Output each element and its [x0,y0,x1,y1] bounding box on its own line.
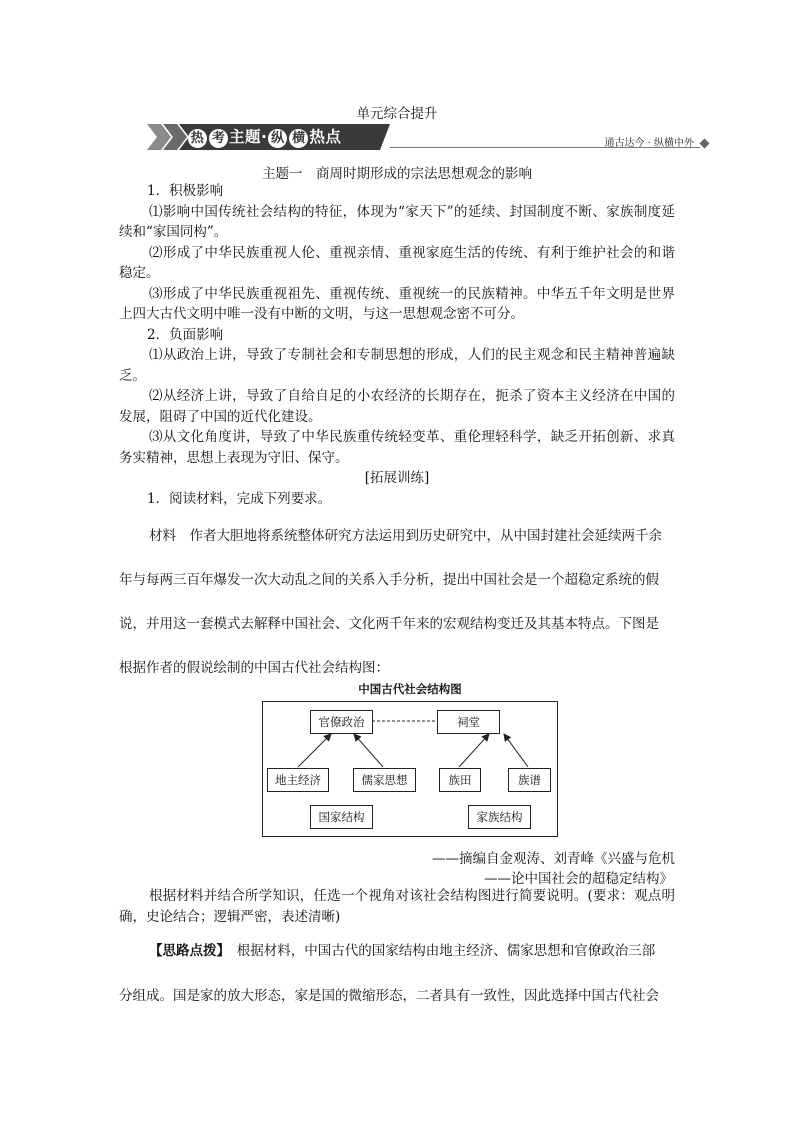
banner-char-circle: 热 [188,129,207,148]
material-line [119,614,675,634]
banner-title [187,126,341,148]
hint-text-part: 根据材料，中国古代的国家结构由地主经济、儒家思想和官僚政治三部 [223,943,656,959]
material-text: 年与每两三百年爆发一次大动乱之间的关系入手分析，提出中国社会是一个超稳定系统的假 [119,572,659,588]
node-clan-field: 族田 [439,768,481,792]
section-banner [147,123,710,153]
paragraph: ⑴影响中国传统社会结构的特征，体现为“家天下”的延续、封国制度不断、家族制度延续和“家国同构”。 [119,203,675,240]
arrow-genealogy-to-hall [504,734,528,767]
paragraph: ⑵从经济上讲，导致了自给自足的小农经济的长期存在，扼杀了资本主义经济在中国的发展，阻碍了中国的近代化建设。 [119,388,675,425]
paragraph: ⑶从文化角度讲，导致了中华民族重传统轻变革、重伦理轻科学，缺乏开拓创新、求真务实精神，思想上表现为守旧、保守。 [119,429,675,466]
requirement-text: 根据材料并结合所学知识，任选一个视角对该社会结构图进行简要说明。(要求：观点明确，史论结合；逻辑严密，表述清晰) [119,888,675,925]
banner-text-part: 主题· [229,128,268,146]
material-line [119,570,675,590]
hint-label: 【思路点拨】 [149,943,224,959]
hint-text [119,941,675,961]
question-text: 1．阅读材料，完成下列要求。 [147,490,332,507]
source-citation: ——摘编自金观涛、刘青峰《兴盛与危机 [432,851,675,867]
diamond-icon [700,139,710,149]
material-line [119,658,675,678]
page-title: 单元综合提升 [356,106,438,122]
paragraph: ⑴从政治上讲，导致了专制社会和专制思想的形成，人们的民主观念和民主精神普遍缺乏。 [119,347,675,384]
diagram-title: 中国古代社会结构图 [358,682,462,696]
positive-section [119,181,675,509]
arrow-clanfield-to-hall [459,734,489,767]
node-landlord-economy: 地主经济 [267,768,329,792]
requirement-section [119,886,675,927]
node-genealogy: 族谱 [508,768,551,792]
node-family-structure: 家族结构 [468,805,531,829]
hint-line [119,941,675,961]
node-ancestral-hall: 祠堂 [437,710,500,734]
hint-line [119,986,675,1006]
diagram-frame [262,701,558,837]
banner-text-part: 热点 [309,128,342,146]
hint-text: 分组成。国是家的放大形态，家是国的微缩形态，二者具有一致性，因此选择中国古代社会 [119,988,659,1004]
material-text: 说，并用这一套模式去解释中国社会、文化两千年来的宏观结构变迁及其基本特点。下图是 [119,616,659,632]
paragraph: ⑵形成了中华民族重视人伦、重视亲情、重视家庭生活的传统、有利于维护社会的和谐稳定。 [119,244,675,281]
node-state-structure: 国家结构 [310,805,373,829]
arrow-confucianism-to-bureaucracy [354,734,383,767]
topic-heading: 主题一 商周时期形成的宗法思想观念的影响 [262,166,532,182]
banner-char-circle: 考 [209,129,228,148]
banner-char-circle: 纵 [268,129,287,148]
paragraph: ⑶形成了中华民族重视祖先、重视传统、重视统一的民族精神。中华五千年文明是世界上四大古代文明中唯一没有中断的文明，与这一思想观念密不可分。 [119,285,675,322]
section-heading: 2．负面影响 [147,326,224,343]
social-structure-diagram [262,684,558,836]
arrow-landlord-to-bureaucracy [298,734,331,767]
banner-char-circle: 横 [289,129,308,148]
section-heading: 1．积极影响 [147,183,224,199]
banner-slogan: 通古达今 · 纵横中外 [604,138,694,149]
node-confucianism: 儒家思想 [353,768,416,792]
node-bureaucracy: 官僚政治 [310,710,373,734]
material-text: 材料 作者大胆地将系统整体研究方法运用到历史研究中，从中国封建社会延续两千余 [149,528,662,544]
material-line [119,526,675,546]
training-label: [拓展训练] [364,470,430,486]
material-text: 根据作者的假说绘制的中国古代社会结构图： [119,660,389,676]
source-citation: ——论中国社会的超稳定结构》 [484,871,673,887]
